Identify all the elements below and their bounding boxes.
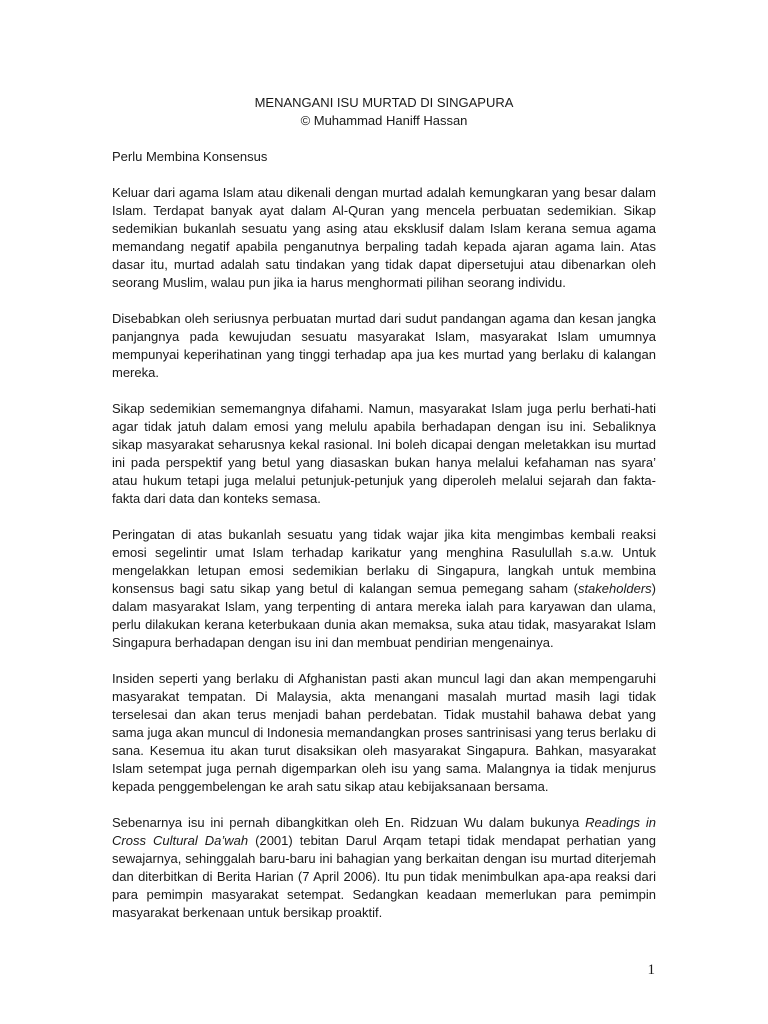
paragraph-4-text-b: ) dalam masyarakat Islam, yang terpenting di antara mereka ialah para karyawan dan ulama, perlu dilakukan kerana keterbukaan dunia akan memaksa, suka atau tidak, masyarakat Islam Singapura berhadapan dengan isu ini dan membuat pendirian mengenainya. (112, 581, 656, 650)
paragraph-2: Disebabkan oleh seriusnya perbuatan murtad dari sudut pandangan agama dan kesan jangka panjangnya pada kewujudan sesuatu masyarakat Islam, masyarakat Islam umumnya mempunyai keperihatinan yang tinggi terhadap apa jua kes murtad yang berlaku di kalangan mereka. (112, 311, 656, 380)
paragraph-4 (112, 526, 656, 652)
paragraph-5: Insiden seperti yang berlaku di Afghanistan pasti akan muncul lagi dan akan mempengaruhi masyarakat tempatan. Di Malaysia, akta menangani masalah murtad masih lagi tidak terselesai dan akan terus menjadi bahan perdebatan. Tidak mustahil bahawa debat yang sama juga akan muncul di Indonesia memandangkan proses santrinisasi yang terus berlaku di sana. Kesemua itu akan turut disaksikan oleh masyarakat Singapura. Bahkan, masyarakat Islam setempat juga pernah digemparkan oleh isu yang sama. Malangnya ia tidak menjurus kepada penggembelengan ke arah satu sikap atau kebijaksanaan bersama. (112, 671, 656, 794)
paragraph-6-text-b: (2001) tebitan Darul Arqam tetapi tidak mendapat perhatian yang sewajarnya, sehinggalah baru-baru ini bahagian yang berkaitan dengan isu murtad diterjemah dan diterbitkan di Berita Harian (7 April 2006). Itu pun tidak menimbulkan apa-apa reaksi dari para pemimpin masyarakat setempat. Sedangkan keadaan memerlukan para pemimpin masyarakat berkenaan untuk bersikap proaktif. (112, 833, 656, 920)
document-author: © Muhammad Haniff Hassan (300, 113, 468, 128)
document-body (112, 148, 656, 940)
section-heading: Perlu Membina Konsensus (112, 149, 268, 164)
paragraph-6-italic: Readings in Cross Cultural Da’wah (112, 815, 656, 848)
page-number: 1 (647, 962, 655, 978)
paragraph-4-italic: stakeholders (577, 581, 652, 596)
paragraph-1: Keluar dari agama Islam atau dikenali dengan murtad adalah kemungkaran yang besar dalam Islam. Terdapat banyak ayat dalam Al-Quran yang mencela perbuatan sedemikian. Sikap sedemikian bukanlah sesuatu yang asing atau eksklusif dalam Islam kerana semua agama memandang negatif apabila penganutnya berpaling tadah kepada ajaran agama lain. Atas dasar itu, murtad adalah satu tindakan yang tidak dapat dipersetujui atau dibenarkan oleh seorang Muslim, walau pun jika ia harus menghormati pilihan seorang individu. (112, 185, 656, 290)
document-title: MENANGANI ISU MURTAD DI SINGAPURA (254, 95, 514, 110)
title-block (0, 94, 768, 130)
paragraph-3: Sikap sedemikian sememangnya difahami. Namun, masyarakat Islam juga perlu berhati-hati agar tidak jatuh dalam emosi yang melulu apabila berhadapan dengan isu ini. Sebaliknya sikap masyarakat seharusnya kekal rasional. Ini boleh dicapai dengan meletakkan isu murtad ini pada perspektif yang betul yang diasaskan bukan hanya melalui kefahaman nas syara’ atau hukum tetapi juga melalui petunjuk-petunjuk yang diperoleh melalui sejarah dan fakta-fakta dari data dan konteks semasa. (112, 401, 656, 506)
paragraph-6 (112, 814, 656, 922)
paragraph-6-text-a: Sebenarnya isu ini pernah dibangkitkan oleh En. Ridzuan Wu dalam bukunya (112, 815, 586, 830)
paragraph-4-text-a: Peringatan di atas bukanlah sesuatu yang tidak wajar jika kita mengimbas kembali reaksi emosi segelintir umat Islam terhadap karikatur yang menghina Rasulullah s.a.w. Untuk mengelakkan letupan emosi sedemikian berlaku di Singapura, langkah untuk membina konsensus bagi satu sikap yang betul di kalangan semua pemegang saham ( (112, 527, 656, 596)
